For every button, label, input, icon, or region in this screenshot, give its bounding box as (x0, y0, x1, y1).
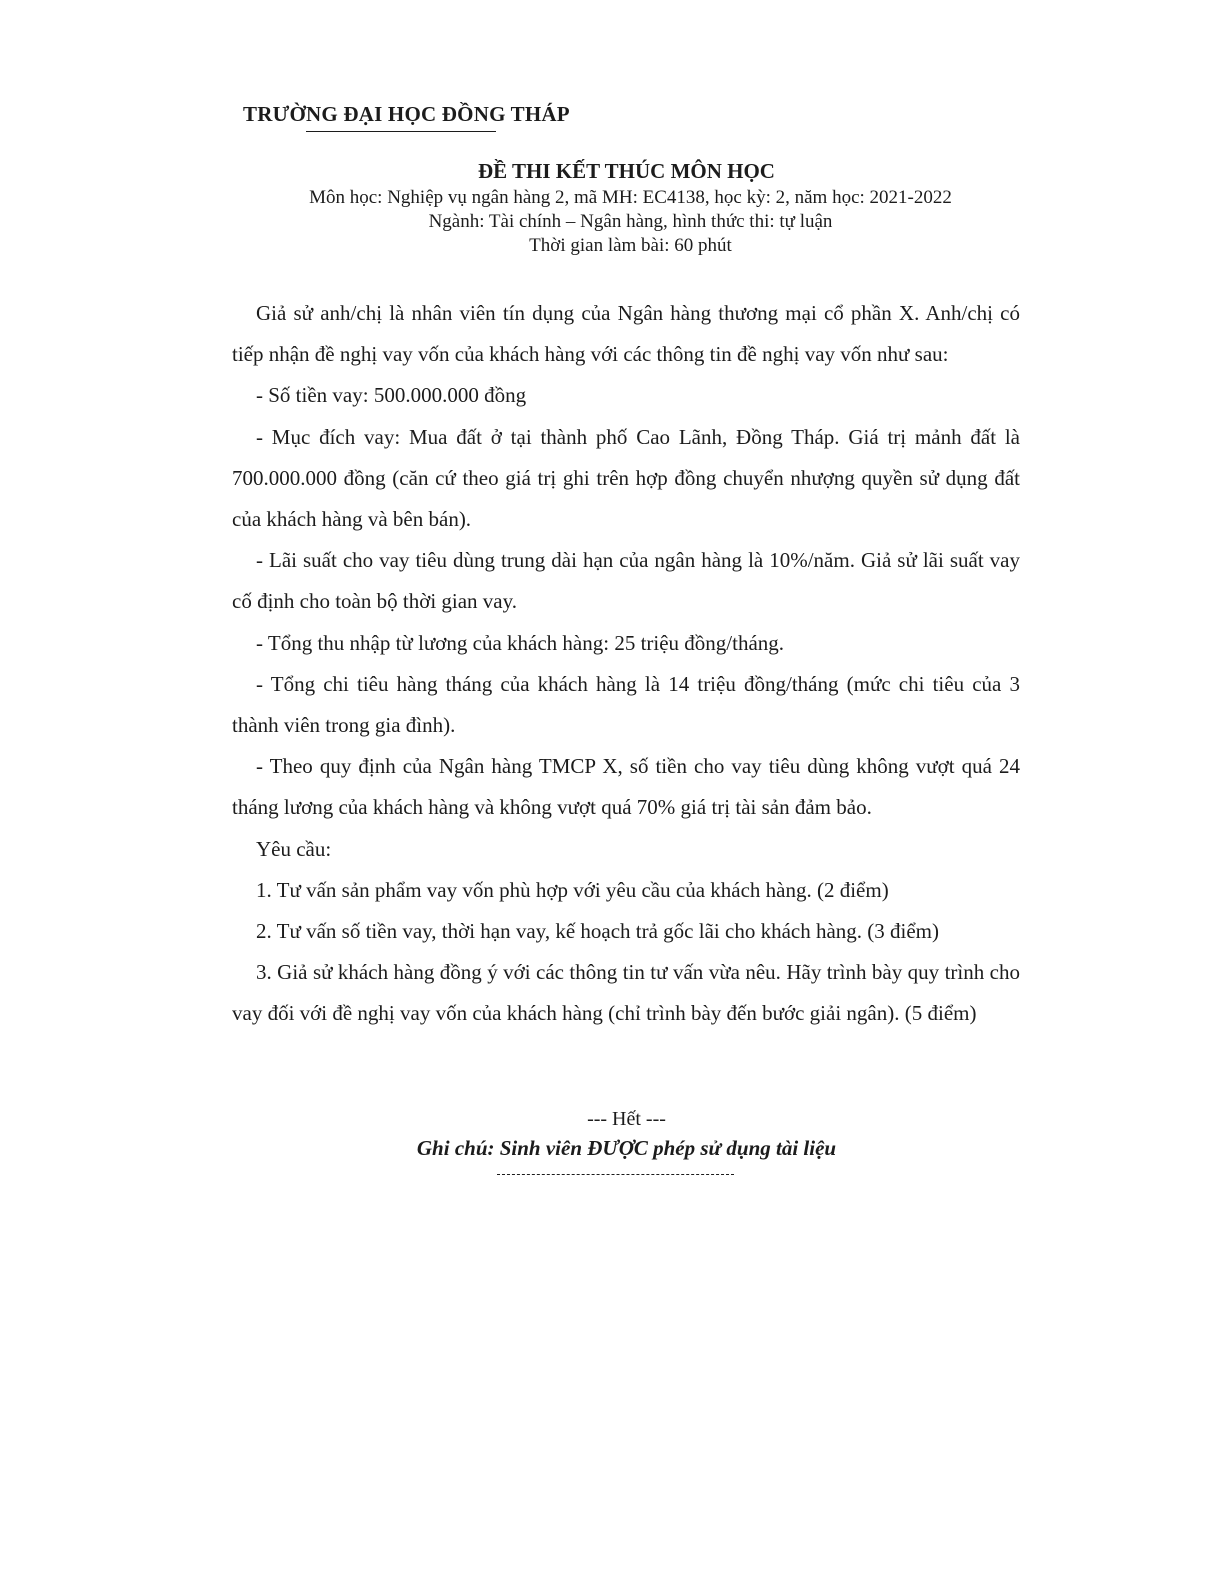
requirement-2: 2. Tư vấn số tiền vay, thời hạn vay, kế hoạch trả gốc lãi cho khách hàng. (3 điểm) (256, 919, 940, 944)
school-underline (306, 131, 496, 132)
requirements-heading: Yêu cầu: (256, 836, 332, 861)
requirement-1: 1. Tư vấn sản phẩm vay vốn phù hợp với yêu cầu của khách hàng. (2 điểm) (256, 877, 889, 902)
major-info: Ngành: Tài chính – Ngân hàng, hình thức thi: tự luận (428, 211, 833, 232)
course-info: Môn học: Nghiệp vụ ngân hàng 2, mã MH: EC4138, học kỳ: 2, năm học: 2021-2022 (309, 187, 952, 208)
loan-info-purpose: - Mục đích vay: Mua đất ở tại thành phố Cao Lãnh, Đồng Tháp. Giá trị mảnh đất là 700.000.000 đồng (căn cứ theo giá trị ghi trên hợp đồng chuyển nhượng quyền sử dụng đất của khách hàng và bên bán). (232, 424, 1020, 532)
time-info: Thời gian làm bài: 60 phút (529, 235, 732, 256)
loan-info-regulation: - Theo quy định của Ngân hàng TMCP X, số tiền cho vay tiêu dùng không vượt quá 24 tháng lương của khách hàng và không vượt quá 70% giá trị tài sản đảm bảo. (232, 754, 1020, 820)
footer-note: Ghi chú: Sinh viên ĐƯỢC phép sử dụng tài liệu (416, 1136, 837, 1160)
school-name: TRƯỜNG ĐẠI HỌC ĐỒNG THÁP (243, 102, 570, 126)
loan-info-amount: - Số tiền vay: 500.000.000 đồng (256, 383, 527, 408)
requirement-3: 3. Giả sử khách hàng đồng ý với các thông tin tư vấn vừa nêu. Hãy trình bày quy trình cho vay đối với đề nghị vay vốn của khách hàng (chỉ trình bày đến bước giải ngân). (5 điểm) (232, 960, 1020, 1026)
exam-body (232, 293, 1020, 1035)
closing-dashed-rule (497, 1174, 734, 1175)
loan-info-interest: - Lãi suất cho vay tiêu dùng trung dài hạn của ngân hàng là 10%/năm. Giả sử lãi suất vay cố định cho toàn bộ thời gian vay. (232, 548, 1020, 614)
intro-paragraph: Giả sử anh/chị là nhân viên tín dụng của Ngân hàng thương mại cổ phần X. Anh/chị có tiếp nhận đề nghị vay vốn của khách hàng với các thông tin đề nghị vay vốn như sau: (232, 301, 1020, 367)
loan-info-income: - Tổng thu nhập từ lương của khách hàng: 25 triệu đồng/tháng. (256, 630, 785, 655)
exam-title: ĐỀ THI KẾT THÚC MÔN HỌC (478, 159, 775, 183)
loan-info-expenses: - Tổng chi tiêu hàng tháng của khách hàng là 14 triệu đồng/tháng (mức chi tiêu của 3 thành viên trong gia đình). (232, 671, 1020, 738)
end-mark: --- Hết --- (587, 1108, 666, 1130)
